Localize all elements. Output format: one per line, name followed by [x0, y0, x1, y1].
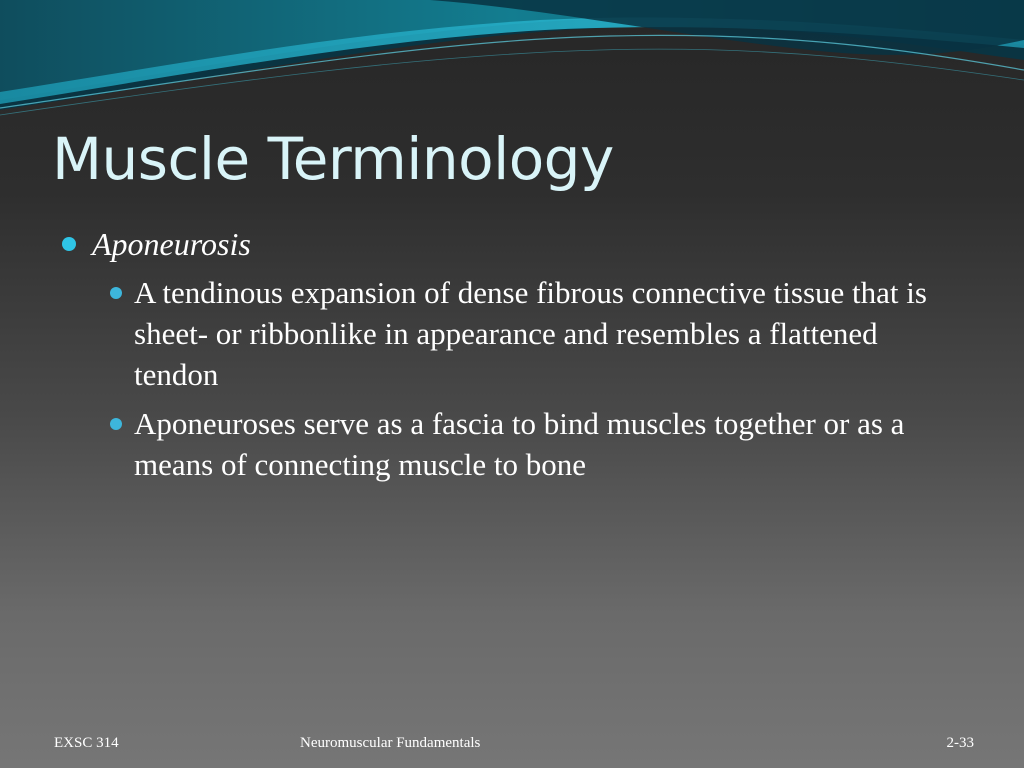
slide-title: Muscle Terminology: [52, 125, 614, 193]
slide-content: [60, 222, 960, 493]
bullet-dot-icon: [62, 237, 76, 251]
sub-bullet-text: Aponeuroses serve as a fascia to bind muscles together or as a means of connecting muscle to bone: [134, 406, 905, 482]
sub-bullet-text: A tendinous expansion of dense fibrous connective tissue that is sheet- or ribbonlike in appearance and resembles a flattened tendon: [134, 275, 927, 392]
bullet-aponeurosis: [60, 222, 960, 266]
header-wave-decoration: [0, 0, 1024, 130]
footer-course: EXSC 314: [54, 735, 119, 751]
sub-bullet-definition: [106, 272, 964, 395]
sub-bullet-function: [106, 403, 964, 485]
bullet-dot-icon: [110, 287, 122, 299]
bullet-dot-icon: [110, 418, 122, 430]
bullet-term: Aponeurosis: [92, 226, 251, 262]
footer-slide-number: 2-33: [946, 735, 974, 751]
footer-topic: Neuromuscular Fundamentals: [300, 735, 481, 751]
